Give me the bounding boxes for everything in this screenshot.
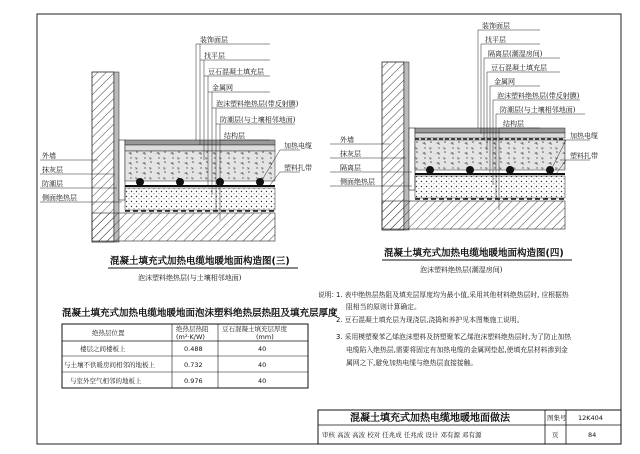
left-side-label-3: 侧面绝热层 xyxy=(42,194,77,202)
right-right-label-0: 加热电缆 xyxy=(570,132,598,140)
left-diagram-title: 混凝土填充式加热电缆地暖地面构造图(三) xyxy=(110,256,290,267)
left-layer-label-5: 防潮层(与土壤相邻地面) xyxy=(220,116,296,124)
table-row-1-resistance: 0.732 xyxy=(184,361,203,369)
cable-right-4 xyxy=(546,166,554,174)
right-layer-label-0: 装饰面层 xyxy=(482,22,510,30)
table-row-0-thickness: 40 xyxy=(258,345,267,353)
note-line-2: 2. 豆石混凝土填充层为现浇层,浇捣和养护见本图集施工说明。 xyxy=(336,316,524,324)
notes-label: 说明: xyxy=(318,291,334,299)
right-layer-label-4: 金属网 xyxy=(494,78,515,86)
structural-layer-left xyxy=(92,213,275,241)
diagram-left xyxy=(40,35,312,282)
title-block xyxy=(318,410,621,444)
left-side-label-1: 抹灰层 xyxy=(42,166,63,174)
note-line-3: 3. 采用模塑聚苯乙烯泡沫塑料及挤塑聚苯乙烯泡沫塑料绝热层时,为了防止加热 xyxy=(336,333,572,341)
left-layer-label-6: 结构层 xyxy=(224,132,245,140)
left-layer-label-0: 装饰面层 xyxy=(200,36,228,44)
left-right-label-1: 塑料扎带 xyxy=(284,164,312,172)
table-header-resistance: 绝热层热阻 xyxy=(176,325,209,333)
right-right-label-1: 塑料扎带 xyxy=(570,152,598,160)
set-number-value: 12K404 xyxy=(578,414,603,422)
left-layer-label-1: 找平层 xyxy=(204,52,225,60)
resistance-table xyxy=(61,307,338,388)
note-line-5: 属网之下,避免加热电缆与绝热层直接接触。 xyxy=(346,359,478,367)
table-header-thickness-unit: (mm) xyxy=(256,333,274,341)
left-layer-label-2: 豆石混凝土填充层 xyxy=(208,68,264,76)
table-header-position: 绝热层位置 xyxy=(92,329,125,337)
right-layer-label-2: 隔离层(潮湿房间) xyxy=(488,50,543,58)
table-row-1-position: 与土壤不供暖房间相邻的地板上 xyxy=(64,361,155,369)
structural-layer-right xyxy=(382,201,565,229)
insulation-layer-left xyxy=(125,188,275,210)
insulation-layer-right xyxy=(415,176,565,198)
side-insulation-right xyxy=(409,128,415,190)
right-layer-label-1: 找平层 xyxy=(485,36,506,44)
right-layer-label-3: 豆石混凝土填充层 xyxy=(491,64,547,72)
right-layer-label-5: 泡沫塑料绝热层(带反射膜) xyxy=(497,92,580,100)
leveling-layer-left xyxy=(125,145,275,151)
right-side-label-3: 侧面绝热层 xyxy=(340,178,375,186)
page-number: 84 xyxy=(588,431,597,439)
table-row-2-position: 与室外空气相邻的地板上 xyxy=(70,377,142,385)
table-row-0-resistance: 0.488 xyxy=(184,345,203,353)
table-row-2-thickness: 40 xyxy=(258,377,267,385)
table-row-2-resistance: 0.976 xyxy=(184,377,203,385)
diagram-right xyxy=(330,21,598,274)
table-header-resistance-unit: (m²·K/W) xyxy=(176,333,205,341)
drawing-title: 混凝土填充式加热电缆地暖地面做法 xyxy=(350,413,510,424)
cable-right-3 xyxy=(506,166,514,174)
cable-left-2 xyxy=(176,178,184,186)
note-line-4: 电缆陷入绝热层,需要将固定有加热电缆的金属网垫起,使填充层材料渗到金 xyxy=(346,346,568,354)
right-side-label-1: 抹灰层 xyxy=(340,150,361,158)
left-side-label-2: 防潮层 xyxy=(42,180,63,188)
page-label: 页 xyxy=(552,431,559,439)
table-row-0-position: 楼层之间楼板上 xyxy=(80,345,126,353)
set-number-label: 图集号 xyxy=(547,414,567,422)
right-side-label-0: 外墙 xyxy=(340,136,354,144)
right-diagram-subtitle: 泡沫塑料绝热层(潮湿房间) xyxy=(420,266,503,274)
left-side-label-0: 外墙 xyxy=(42,152,56,160)
side-insulation-left xyxy=(119,140,125,200)
left-right-label-0: 加热电缆 xyxy=(284,142,312,150)
filling-layer-left xyxy=(125,151,275,181)
right-layer-label-6: 防潮层(与土壤相邻地面) xyxy=(500,106,576,114)
note-line-1: 阻相当的原则计算确定。 xyxy=(346,303,421,311)
left-layer-label-4: 泡沫塑料绝热层(带反射膜) xyxy=(216,100,299,108)
table-title: 混凝土填充式加热电缆地暖地面泡沫塑料绝热层热阻及填充层厚度 xyxy=(62,308,338,319)
cable-right-2 xyxy=(466,166,474,174)
cable-right-1 xyxy=(426,166,434,174)
cable-left-1 xyxy=(136,178,144,186)
right-side-label-2: 隔离层 xyxy=(340,164,361,172)
table-row-1-thickness: 40 xyxy=(258,361,267,369)
left-diagram-subtitle: 泡沫塑料绝热层(与土壤相邻地面) xyxy=(138,274,242,282)
right-layer-label-7: 结构层 xyxy=(503,120,524,128)
right-diagram-title: 混凝土填充式加热电缆地暖地面构造图(四) xyxy=(384,248,564,259)
left-layer-label-3: 金属网 xyxy=(212,84,233,92)
note-line-0: 1. 表中绝热层热阻及填充层厚度均为最小值,采用其他材料绝热层时, 应根据热 xyxy=(336,291,569,299)
notes xyxy=(318,290,571,367)
review-row: 审核 高波 高波 校对 任兆成 任兆成 设计 邓有源 邓有源 xyxy=(322,431,482,439)
table-header-thickness: 豆石混凝土填充层厚度 xyxy=(222,325,287,333)
cable-left-4 xyxy=(256,178,264,186)
